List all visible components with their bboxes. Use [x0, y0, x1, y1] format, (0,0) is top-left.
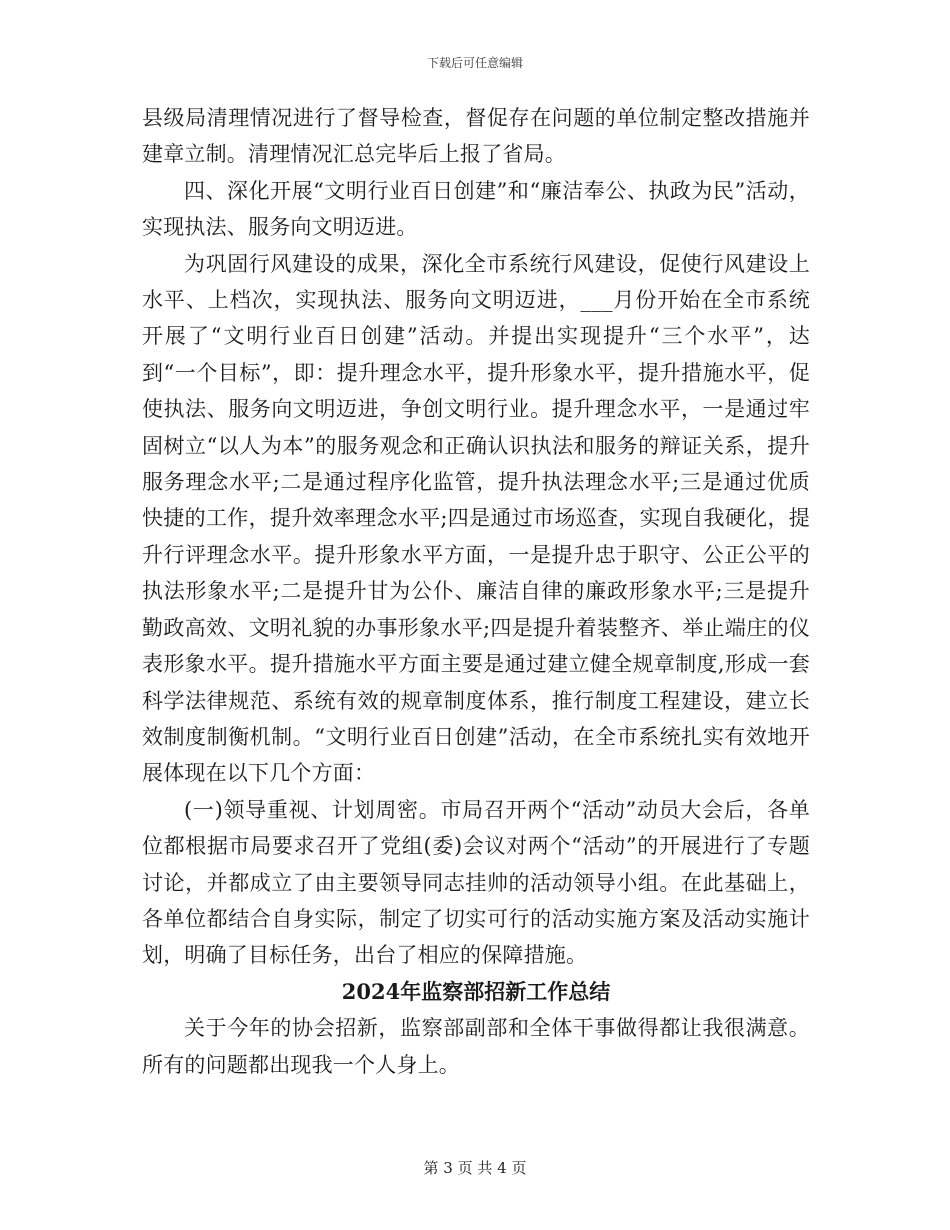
document-body	[142, 100, 810, 1083]
section-title: 2024年监察部招新工作总结	[341, 978, 611, 1004]
page-footer: 第 3 页 共 4 页	[423, 1159, 527, 1177]
paragraph-recruitment-summary: 关于今年的协会招新，监察部副部和全体干事做得都让我很满意。所有的问题都出现我一个人身上。	[142, 1016, 810, 1077]
page-header: 下载后可任意编辑	[426, 56, 523, 70]
paragraph-main-body: 为巩固行风建设的成果，深化全市系统行风建设，促使行风建设上水平、上档次，实现执法、服务向文明迈进，___月份开始在全市系统开展了“文明行业百日创建”活动。并提出实现提升“三个水平”，达到“一个目标”，即：提升理念水平，提升形象水平，提升措施水平，促使执法、服务向文明迈进，争创文明行业。提升理念水平，一是通过牢固树立“以人为本”的服务观念和正确认识执法和服务的辩证关系，提升服务理念水平;二是通过程序化监管，提升执法理念水平;三是通过优质快捷的工作，提升效率理念水平;四是通过市场巡查，实现自我硬化，提升行评理念水平。提升形象水平方面，一是提升忠于职守、公正公平的执法形象水平;二是提升甘为公仆、廉洁自律的廉政形象水平;三是提升勤政高效、文明礼貌的办事形象水平;四是提升着装整齐、举止端庄的仪表形象水平。提升措施水平方面主要是通过建立健全规章制度,形成一套科学法律规范、系统有效的规章制度体系，推行制度工程建设，建立长效制度制衡机制。“文明行业百日创建”活动，在全市系统扎实有效地开展体现在以下几个方面：	[142, 251, 810, 786]
paragraph-section-four-heading: 四、深化开展“文明行业百日创建”和“廉洁奉公、执政为民”活动，实现执法、服务向文明迈进。	[142, 178, 810, 240]
paragraph-leadership: (一)领导重视、计划周密。市局召开两个“活动”动员大会后，各单位都根据市局要求召开了党组(委)会议对两个“活动”的开展进行了专题讨论，并都成立了由主要领导同志挂帅的活动领导小组。在此基础上，各单位都结合自身实际，制定了切实可行的活动实施方案及活动实施计划，明确了目标任务，出台了相应的保障措施。	[142, 797, 810, 968]
paragraph-continuation: 县级局清理情况进行了督导检查，督促存在问题的单位制定整改措施并建章立制。清理情况汇总完毕后上报了省局。	[142, 106, 810, 167]
